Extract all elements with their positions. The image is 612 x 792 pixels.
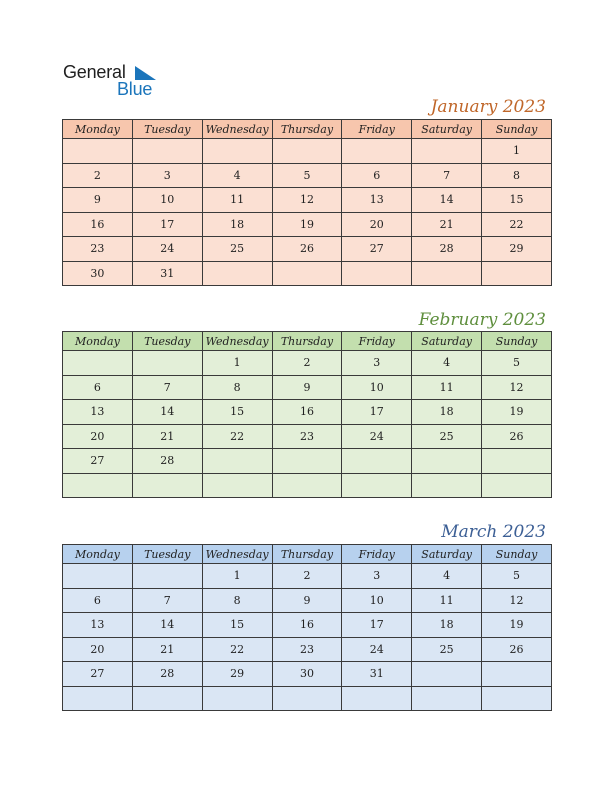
day-cell: 11 [412,375,482,400]
week-row [63,261,552,286]
day-cell: 5 [482,564,552,589]
weekday-header: Wednesday [202,332,272,351]
day-cell: 23 [272,637,342,662]
day-cell [63,473,133,498]
day-cell: 26 [482,637,552,662]
day-cell: 9 [63,188,133,213]
day-cell: 21 [132,637,202,662]
day-cell: 5 [482,351,552,376]
day-cell: 18 [412,613,482,638]
day-cell [202,473,272,498]
day-cell: 9 [272,588,342,613]
day-cell [63,139,133,164]
day-cell: 27 [342,237,412,262]
day-cell [63,564,133,589]
day-cell: 25 [412,424,482,449]
logo-text-blue: Blue [117,79,153,99]
day-cell: 11 [202,188,272,213]
day-cell: 13 [342,188,412,213]
calendar-january [62,119,552,286]
weekday-header: Tuesday [132,545,202,564]
day-cell [482,261,552,286]
day-cell: 1 [482,139,552,164]
weekday-header: Thursday [272,120,342,139]
day-cell: 10 [342,375,412,400]
weekday-header-row [63,545,552,564]
day-cell: 18 [412,400,482,425]
day-cell: 4 [202,163,272,188]
day-cell: 17 [132,212,202,237]
day-cell: 6 [63,375,133,400]
day-cell: 27 [63,449,133,474]
week-row [63,449,552,474]
day-cell [272,139,342,164]
day-cell [202,449,272,474]
week-row [63,686,552,711]
day-cell [272,449,342,474]
day-cell: 20 [63,424,133,449]
day-cell [132,686,202,711]
day-cell [342,449,412,474]
day-cell: 26 [482,424,552,449]
day-cell: 2 [272,564,342,589]
week-row [63,237,552,262]
day-cell: 24 [132,237,202,262]
day-cell: 2 [63,163,133,188]
day-cell: 20 [342,212,412,237]
day-cell: 14 [132,613,202,638]
week-row [63,613,552,638]
calendar-march [62,544,552,711]
day-cell: 3 [342,351,412,376]
calendar-body [63,139,552,286]
day-cell [132,139,202,164]
week-row [63,588,552,613]
day-cell: 7 [132,588,202,613]
day-cell: 19 [272,212,342,237]
day-cell [412,139,482,164]
day-cell [272,261,342,286]
day-cell [63,351,133,376]
generalblue-logo [63,62,173,102]
day-cell: 16 [272,613,342,638]
day-cell: 28 [132,662,202,687]
day-cell: 18 [202,212,272,237]
day-cell: 23 [272,424,342,449]
day-cell [63,686,133,711]
day-cell [482,473,552,498]
day-cell: 22 [202,637,272,662]
day-cell: 14 [132,400,202,425]
day-cell [412,449,482,474]
day-cell: 15 [202,400,272,425]
day-cell [342,261,412,286]
day-cell: 15 [202,613,272,638]
day-cell: 31 [342,662,412,687]
day-cell [342,686,412,711]
day-cell [342,473,412,498]
day-cell: 6 [342,163,412,188]
day-cell: 23 [63,237,133,262]
day-cell: 30 [63,261,133,286]
day-cell: 4 [412,351,482,376]
weekday-header-row [63,332,552,351]
day-cell: 24 [342,424,412,449]
day-cell: 19 [482,400,552,425]
day-cell: 12 [482,375,552,400]
month-title-february: February 2023 [418,310,546,330]
day-cell: 19 [482,613,552,638]
day-cell: 10 [132,188,202,213]
weekday-header: Sunday [482,545,552,564]
week-row [63,375,552,400]
weekday-header: Saturday [412,545,482,564]
day-cell: 28 [412,237,482,262]
logo-text-general: General [63,62,126,82]
day-cell: 7 [412,163,482,188]
week-row [63,163,552,188]
day-cell: 14 [412,188,482,213]
week-row [63,473,552,498]
day-cell: 13 [63,400,133,425]
day-cell: 27 [63,662,133,687]
day-cell: 12 [272,188,342,213]
day-cell: 26 [272,237,342,262]
day-cell: 20 [63,637,133,662]
day-cell: 6 [63,588,133,613]
month-title-march: March 2023 [441,522,546,542]
week-row [63,212,552,237]
day-cell: 24 [342,637,412,662]
weekday-header: Monday [63,545,133,564]
day-cell: 16 [63,212,133,237]
weekday-header: Sunday [482,332,552,351]
day-cell: 15 [482,188,552,213]
day-cell: 9 [272,375,342,400]
day-cell [272,473,342,498]
day-cell [482,449,552,474]
day-cell: 22 [202,424,272,449]
day-cell [202,261,272,286]
weekday-header: Wednesday [202,545,272,564]
day-cell: 31 [132,261,202,286]
day-cell [482,686,552,711]
weekday-header: Monday [63,332,133,351]
logo-triangle-icon [135,66,157,80]
day-cell: 30 [272,662,342,687]
day-cell: 8 [482,163,552,188]
day-cell: 8 [202,588,272,613]
weekday-header: Friday [342,332,412,351]
day-cell: 25 [202,237,272,262]
day-cell: 8 [202,375,272,400]
weekday-header: Wednesday [202,120,272,139]
day-cell [202,686,272,711]
day-cell [272,686,342,711]
day-cell: 7 [132,375,202,400]
day-cell [412,686,482,711]
day-cell: 10 [342,588,412,613]
week-row [63,564,552,589]
day-cell: 21 [132,424,202,449]
day-cell [412,662,482,687]
day-cell: 28 [132,449,202,474]
day-cell: 3 [342,564,412,589]
day-cell: 12 [482,588,552,613]
day-cell: 17 [342,613,412,638]
weekday-header: Friday [342,545,412,564]
day-cell: 2 [272,351,342,376]
weekday-header: Friday [342,120,412,139]
calendar-body [63,351,552,498]
day-cell [132,351,202,376]
day-cell: 17 [342,400,412,425]
calendar-body [63,564,552,711]
weekday-header: Monday [63,120,133,139]
day-cell [132,564,202,589]
weekday-header: Thursday [272,545,342,564]
weekday-header: Saturday [412,120,482,139]
month-title-january: January 2023 [430,97,546,117]
weekday-header-row [63,120,552,139]
weekday-header: Tuesday [132,332,202,351]
week-row [63,424,552,449]
weekday-header: Saturday [412,332,482,351]
day-cell: 16 [272,400,342,425]
calendar-february [62,331,552,498]
day-cell: 1 [202,351,272,376]
day-cell [412,261,482,286]
day-cell: 13 [63,613,133,638]
week-row [63,351,552,376]
day-cell: 1 [202,564,272,589]
weekday-header: Tuesday [132,120,202,139]
day-cell: 21 [412,212,482,237]
week-row [63,400,552,425]
week-row [63,662,552,687]
day-cell [342,139,412,164]
day-cell: 3 [132,163,202,188]
day-cell [412,473,482,498]
day-cell [482,662,552,687]
week-row [63,637,552,662]
day-cell: 22 [482,212,552,237]
day-cell: 5 [272,163,342,188]
day-cell: 25 [412,637,482,662]
day-cell: 4 [412,564,482,589]
day-cell: 11 [412,588,482,613]
day-cell [202,139,272,164]
day-cell [132,473,202,498]
weekday-header: Sunday [482,120,552,139]
day-cell: 29 [482,237,552,262]
week-row [63,139,552,164]
weekday-header: Thursday [272,332,342,351]
week-row [63,188,552,213]
day-cell: 29 [202,662,272,687]
